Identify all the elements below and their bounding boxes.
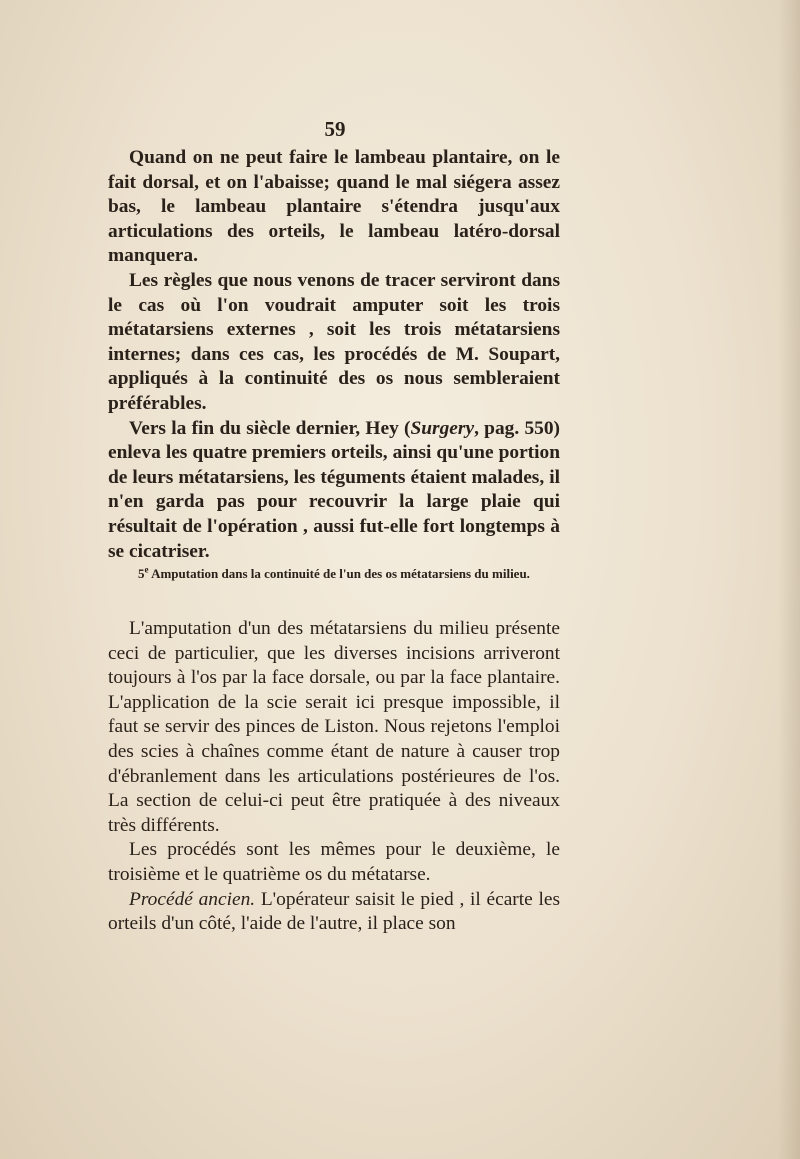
text-block-upper bbox=[108, 146, 560, 564]
paragraph-text: Vers la fin du siècle dernier, Hey ( bbox=[129, 417, 411, 439]
text-block-lower bbox=[108, 617, 560, 937]
paragraph-procede bbox=[108, 888, 560, 937]
paragraph: L'amputation d'un des métatarsiens du milieu présente ceci de particulier, que les diverses incisions arriveront toujours à l'os par la face dorsale, ou par la face plantaire. L'application de la scie serait ici presque impossible, il faut se servir des pinces de Liston. Nous rejetons l'emploi des scies à chaînes comme étant de nature à causer trop d'ébranlement dans les articulations postérieures de l'os. La section de celui-ci peut être pratiquée à des niveaux très différents. bbox=[108, 618, 560, 836]
section-heading bbox=[108, 565, 560, 582]
section-number: 5 bbox=[138, 566, 145, 581]
citation-title: Surgery bbox=[410, 417, 475, 439]
page-number: 59 bbox=[324, 117, 346, 141]
paragraph: Les règles que nous venons de tracer serviront dans le cas où l'on voudrait amputer soit les trois métatarsiens externes , soit les trois métatarsiens internes; dans ces cas, les procédés de M. Soupart, appliqués à la continuité des os nous sembleraient préférables. bbox=[108, 269, 560, 414]
procedure-title: Procédé ancien. bbox=[129, 888, 256, 910]
paragraph-text: L'opérateur saisit le pied , il écarte les orteils d'un côté, l'aide de l'autre, il place son bbox=[108, 888, 560, 935]
paragraph-hey bbox=[108, 417, 560, 565]
paragraph: Quand on ne peut faire le lambeau plantaire, on le fait dorsal, et on l'abaisse; quand le mal siégera assez bas, le lambeau plantaire s'étendra jusqu'aux articulations des orteils, le lambeau latéro-dorsal manquera. bbox=[108, 147, 560, 267]
section-title: Amputation dans la continuité de l'un des os métatarsiens du milieu. bbox=[148, 566, 530, 581]
paragraph-text: , pag. 550) enleva les quatre premiers orteils, ainsi qu'une portion de leurs métatarsiens, les téguments étaient malades, il n'en garda pas pour recouvrir la large plaie qui résultait de l'opération , aussi fut-elle fort longtemps à se cicatriser. bbox=[108, 417, 560, 562]
section-number-superscript: e bbox=[144, 564, 149, 575]
paragraph: Les procédés sont les mêmes pour le deuxième, le troisième et le quatrième os du métatarse. bbox=[108, 839, 560, 885]
page-edge-shadow bbox=[778, 0, 800, 1159]
